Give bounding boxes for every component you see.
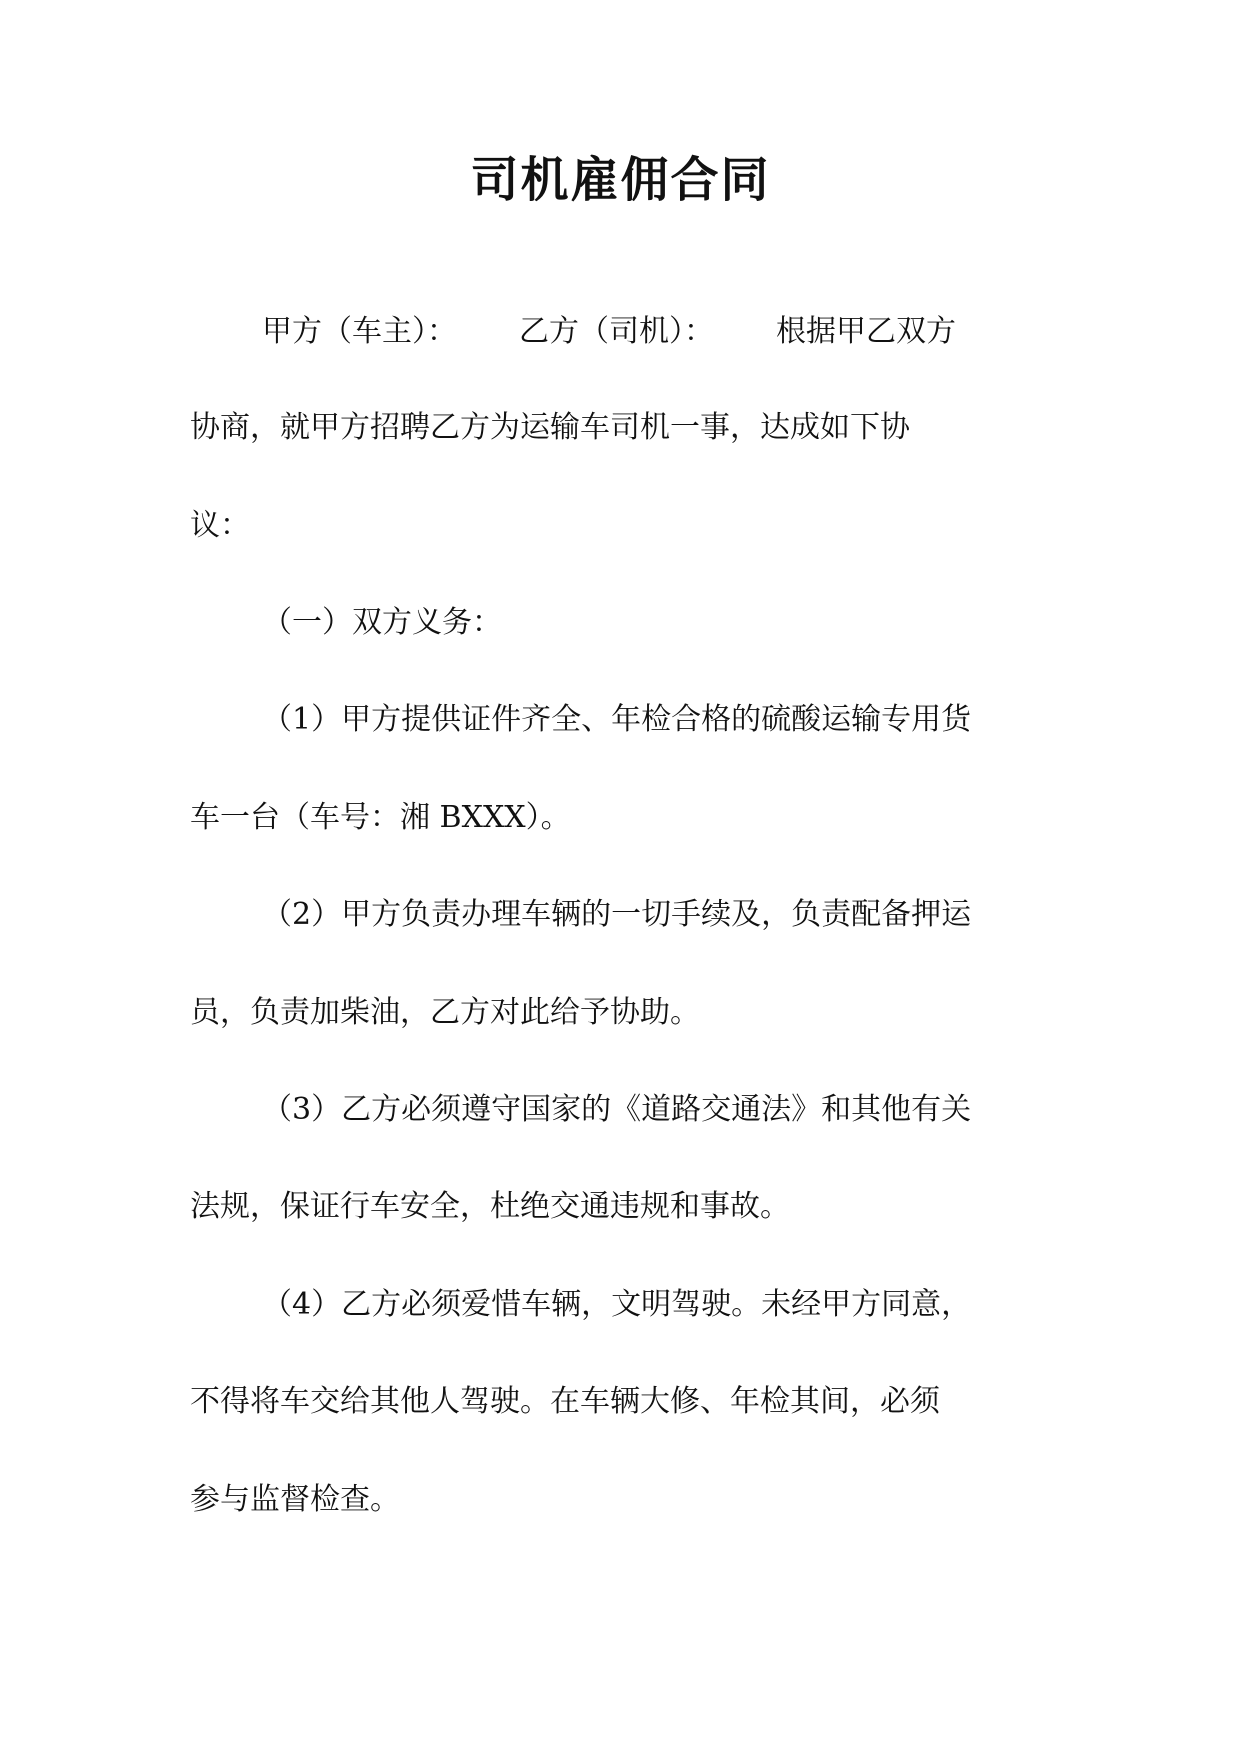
clause-1-line-1: （1）甲方提供证件齐全、年检合格的硫酸运输专用货 (262, 702, 972, 737)
document-title: 司机雇佣合同 (470, 152, 771, 208)
party-a-label: 甲方（车主）： (262, 314, 457, 349)
clause-4-line-3: 参与监督检查。 (190, 1482, 400, 1517)
clause-2-line-2: 员，负责加柴油，乙方对此给予协助。 (190, 995, 700, 1030)
clause-3-line-2: 法规，保证行车安全，杜绝交通违规和事故。 (190, 1189, 790, 1224)
intro-line-3: 议： (190, 508, 250, 543)
clause-3-line-1: （3）乙方必须遵守国家的《道路交通法》和其他有关 (262, 1092, 972, 1127)
intro-line-1 (262, 312, 956, 352)
clause-4-line-1: （4）乙方必须爱惜车辆，文明驾驶。未经甲方同意， (262, 1287, 972, 1322)
section-1-heading: （一）双方义务： (262, 605, 502, 640)
clause-1-line-2: 车一台（车号：湘 BXXX）。 (190, 800, 571, 835)
intro-line-2: 协商，就甲方招聘乙方为运输车司机一事，达成如下协 (190, 410, 910, 445)
clause-2-line-1: （2）甲方负责办理车辆的一切手续及，负责配备押运 (262, 897, 972, 932)
intro-line-1-tail: 根据甲乙双方 (776, 314, 956, 349)
clause-4-line-2: 不得将车交给其他人驾驶。在车辆大修、年检其间，必须 (190, 1384, 940, 1419)
party-b-label: 乙方（司机）： (519, 314, 714, 349)
